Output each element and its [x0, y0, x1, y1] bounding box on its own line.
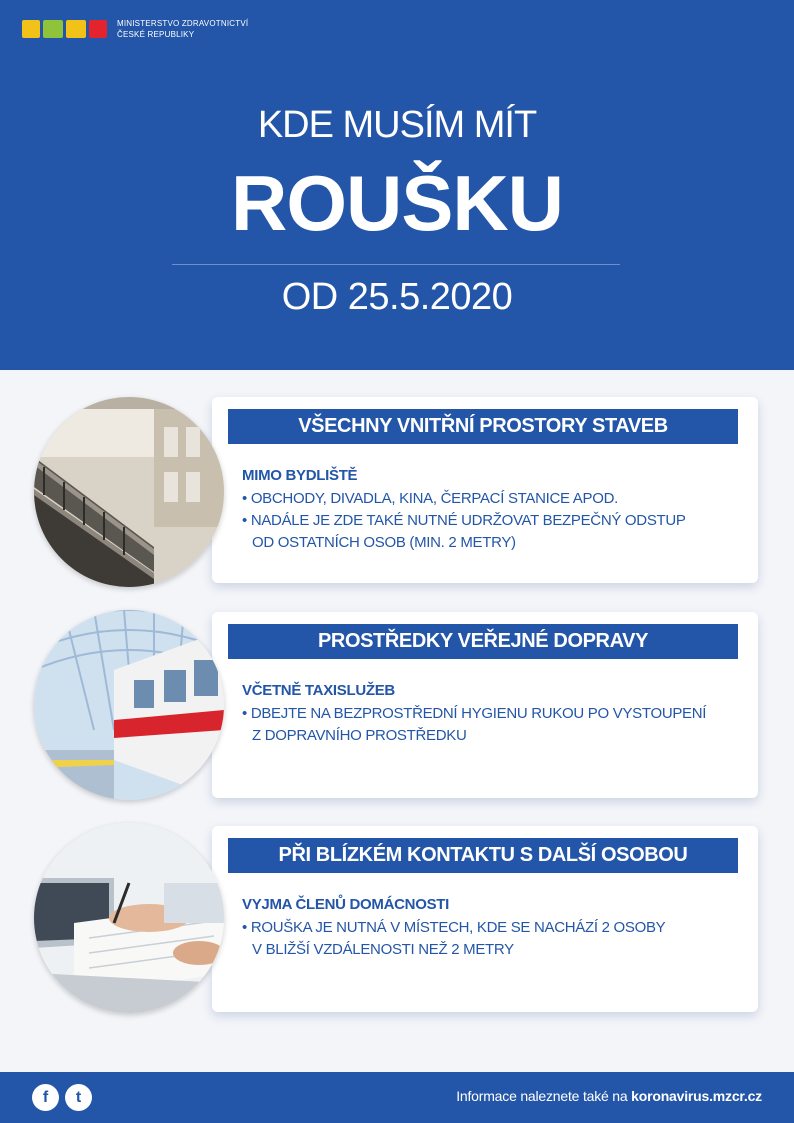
- card-subheading: VČETNĚ TAXISLUŽEB: [242, 682, 395, 699]
- card-subheading: MIMO BYDLIŠTĚ: [242, 467, 358, 484]
- facebook-icon[interactable]: f: [32, 1084, 59, 1111]
- social-links: [32, 1084, 92, 1111]
- escalator-photo-icon: [34, 397, 224, 587]
- card-public-transport: [212, 612, 758, 798]
- footer-info: [456, 1088, 762, 1104]
- list-item: • NADÁLE JE ZDE TAKÉ NUTNÉ UDRŽOVAT BEZPEČNÝ ODSTUP OD OSTATNÍCH OSOB (MIN. 2 METRY): [242, 512, 686, 551]
- card-heading: VŠECHNY VNITŘNÍ PROSTORY STAVEB: [228, 409, 738, 444]
- title-divider: [172, 264, 620, 265]
- footer: [0, 1072, 794, 1123]
- card-subheading: VYJMA ČLENŮ DOMÁCNOSTI: [242, 896, 450, 913]
- logo-line-1: MINISTERSTVO ZDRAVOTNICTVÍ: [117, 19, 249, 28]
- card-bullet-list: [242, 917, 742, 961]
- website-link[interactable]: koronavirus.mzcr.cz: [631, 1088, 762, 1104]
- effective-date: OD 25.5.2020: [281, 276, 513, 318]
- card-close-contact: [212, 826, 758, 1012]
- card-heading: PROSTŘEDKY VEŘEJNÉ DOPRAVY: [228, 624, 738, 659]
- card-indoor-spaces: [212, 397, 758, 583]
- header-banner: [0, 0, 794, 370]
- list-item: • DBEJTE NA BEZPROSTŘEDNÍ HYGIENU RUKOU PO VYSTOUPENÍ Z DOPRAVNÍHO PROSTŘEDKU: [242, 705, 707, 744]
- list-item: • ROUŠKA JE NUTNÁ V MÍSTECH, KDE SE NACHÁZÍ 2 OSOBY V BLIŽŠÍ VZDÁLENOSTI NEŽ 2 METRY: [242, 919, 666, 958]
- logo-text: [117, 18, 248, 40]
- meeting-photo-icon: [34, 823, 224, 1013]
- twitter-icon[interactable]: t: [65, 1084, 92, 1111]
- mzcr-logo-icon: [22, 20, 107, 38]
- list-item: • OBCHODY, DIVADLA, KINA, ČERPACÍ STANICE APOD.: [242, 490, 618, 507]
- train-photo-icon: [34, 610, 224, 800]
- logo-line-2: ČESKÉ REPUBLIKY: [117, 30, 195, 39]
- title-line-1: KDE MUSÍM MÍT: [257, 104, 537, 146]
- footer-info-prefix: Informace naleznete také na: [456, 1088, 632, 1104]
- card-bullet-list: [242, 488, 742, 554]
- title-line-2: ROUŠKU: [230, 159, 563, 247]
- ministry-logo: [22, 18, 248, 40]
- card-bullet-list: [242, 703, 742, 747]
- card-heading: PŘI BLÍZKÉM KONTAKTU S DALŠÍ OSOBOU: [228, 838, 738, 873]
